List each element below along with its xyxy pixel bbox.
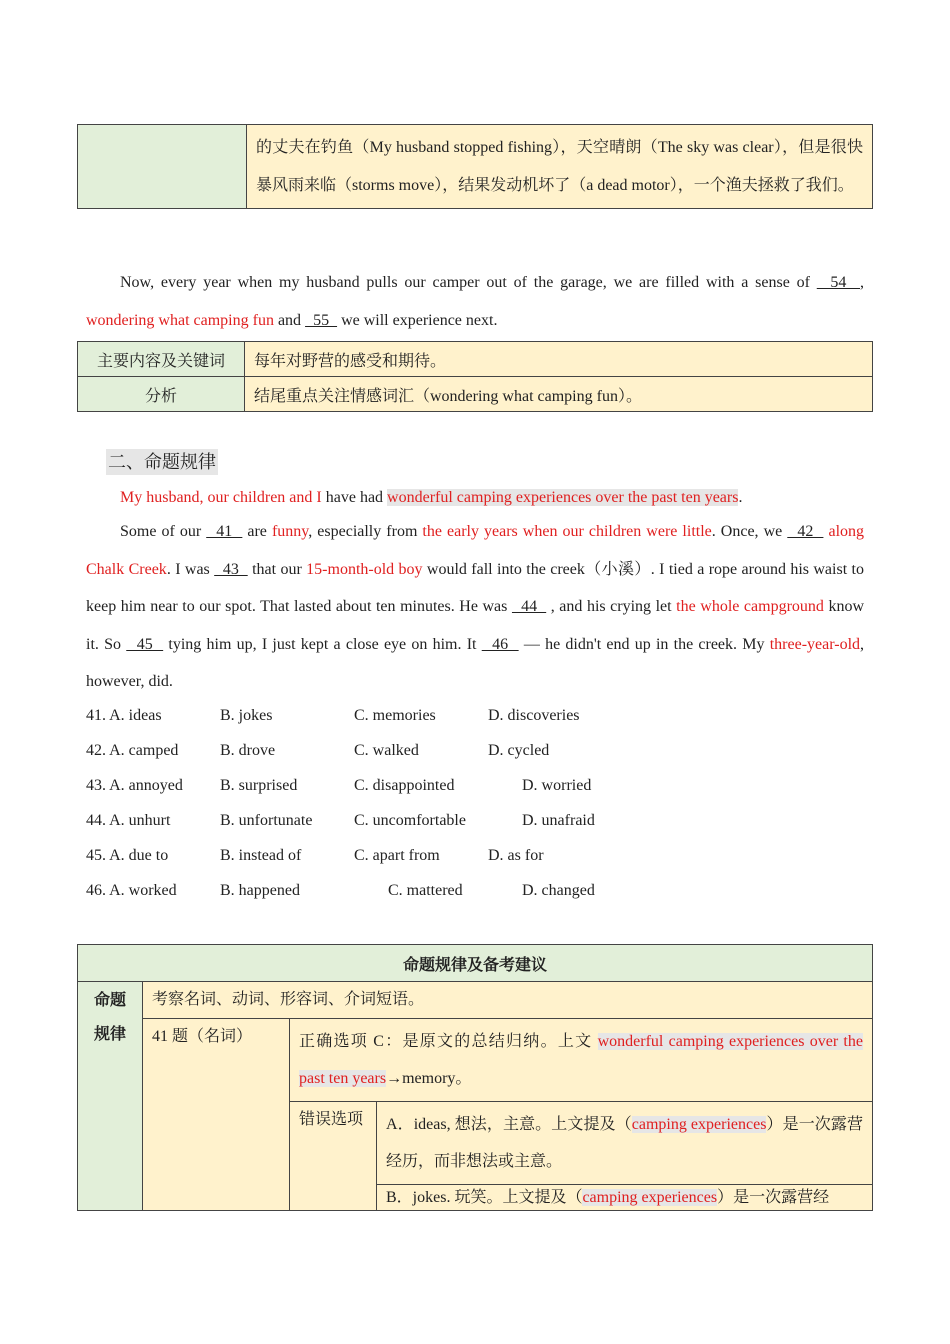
- option-45-a: 45. A. due to: [86, 847, 169, 864]
- key-phrase: My husband, our children and I: [120, 489, 322, 506]
- paragraph-text: Now, every year when my husband pulls our camper out of the garage, we are filled with a sense of: [120, 274, 817, 291]
- paragraph-text: . Once, we: [711, 523, 788, 540]
- explanation-text: 正确选项 C：是原文的总结归纳。上文: [299, 1033, 598, 1050]
- question-41-label: 41 题（名词）: [143, 1019, 290, 1211]
- key-phrase-highlighted: camping experiences: [582, 1189, 718, 1206]
- rule-summary: 考察名词、动词、形容词、介词短语。: [143, 982, 873, 1019]
- blank-44: 44: [511, 598, 547, 615]
- paragraph-text: and: [273, 311, 306, 329]
- paragraph-text: . I was: [166, 560, 215, 578]
- paragraph-text: are: [242, 523, 272, 540]
- option-41-b: B. jokes: [220, 707, 273, 724]
- paragraph-text: Some of our: [120, 523, 207, 540]
- option-46-d: D. changed: [522, 882, 595, 899]
- rule-label-line: 规律: [93, 1026, 126, 1043]
- table-row: [78, 342, 873, 377]
- option-43-b: B. surprised: [220, 777, 298, 794]
- explanation-text: ）是一次露营经历，而非想法或主意。: [386, 1116, 863, 1170]
- option-46-b: B. happened: [220, 882, 300, 899]
- paragraph-text: ,: [860, 274, 864, 291]
- option-41-d: D. discoveries: [488, 707, 580, 724]
- option-44-d: D. unafraid: [522, 812, 595, 829]
- rule-label: [78, 982, 143, 1211]
- paragraph-text: — he didn't end up in the creek. My: [518, 635, 770, 653]
- option-41-a: 41. A. ideas: [86, 707, 162, 724]
- row-label: 主要内容及关键词: [78, 342, 245, 377]
- table-label-cell: [78, 125, 247, 209]
- wrong-option-a-explanation: [377, 1102, 873, 1185]
- row-value: 每年对野营的感受和期待。: [245, 342, 873, 377]
- option-44-c: C. uncomfortable: [354, 812, 466, 829]
- key-phrase: funny: [271, 523, 309, 540]
- paragraph-text: , and his crying let: [546, 598, 677, 615]
- paragraph-text: that our: [247, 560, 307, 578]
- wrong-option-b-explanation: [377, 1185, 873, 1211]
- passage-paragraph-intro: [86, 479, 864, 517]
- option-42-c: C. walked: [354, 742, 419, 759]
- passage-paragraph-ending: [86, 264, 864, 339]
- option-45-c: C. apart from: [354, 847, 440, 864]
- table-content-cell: 的丈夫在钓鱼（My husband stopped fishing），天空晴朗（The sky was clear），但是很快暴风雨来临（storms move），结果发动机坏了（a dead motor），一个渔夫拯救了我们。: [247, 125, 873, 209]
- option-43-a: 43. A. annoyed: [86, 777, 183, 794]
- paragraph-text: know it. So: [86, 598, 865, 653]
- analysis-table: [77, 341, 873, 412]
- key-phrase-highlighted: wonderful camping experiences over the past ten years: [387, 489, 739, 506]
- rules-table-title: 命题规律及备考建议: [78, 945, 873, 982]
- paragraph-text: tying him up, I just kept a close eye on him. It: [163, 635, 482, 653]
- key-phrase: the early years when our children were little: [422, 523, 712, 540]
- key-phrase-highlighted: wonderful camping experiences over the past ten years: [299, 1033, 863, 1087]
- key-phrase: 15-month-old boy: [306, 560, 423, 578]
- table-row: [78, 377, 873, 412]
- option-45-d: D. as for: [488, 847, 544, 864]
- option-46-c: C. mattered: [388, 882, 463, 899]
- blank-41: 41: [206, 523, 243, 540]
- key-phrase: the whole campground: [676, 598, 824, 615]
- blank-45: 45: [126, 635, 164, 653]
- row-value: 结尾重点关注情感词汇（wondering what camping fun）。: [245, 377, 873, 412]
- paragraph-text: have had: [321, 489, 388, 506]
- key-phrase: wondering what camping fun: [86, 311, 274, 329]
- explanation-text: B．jokes. 玩笑。上文提及（: [386, 1189, 583, 1206]
- explanation-text: A．ideas, 想法，主意。上文提及（: [386, 1116, 632, 1133]
- option-46-a: 46. A. worked: [86, 882, 177, 899]
- blank-43: 43: [214, 560, 248, 578]
- option-42-b: B. drove: [220, 742, 276, 759]
- paragraph-text: , however, did.: [86, 635, 865, 690]
- option-43-c: C. disappointed: [354, 777, 455, 794]
- option-42-a: 42. A. camped: [86, 742, 179, 759]
- option-43-d: D. worried: [522, 777, 592, 794]
- paragraph-text: , especially from: [308, 523, 423, 540]
- blank-55: 55: [305, 311, 338, 329]
- rules-table: [77, 944, 873, 1211]
- option-44-a: 44. A. unhurt: [86, 812, 171, 829]
- section-title: 二、命题规律: [106, 449, 218, 475]
- explanation-text: ）是一次露营经: [717, 1189, 830, 1206]
- row-label: 分析: [78, 377, 245, 412]
- paragraph-text: .: [738, 489, 743, 506]
- option-42-d: D. cycled: [488, 742, 550, 759]
- key-phrase-highlighted: camping experiences: [631, 1116, 767, 1133]
- option-44-b: B. unfortunate: [220, 812, 313, 829]
- blank-42: 42: [787, 523, 824, 540]
- blank-54: 54: [816, 274, 860, 291]
- passage-paragraph-main: [86, 513, 864, 701]
- option-45-b: B. instead of: [220, 847, 302, 864]
- story-summary-table: [77, 124, 873, 209]
- explanation-text: →memory。: [386, 1070, 472, 1087]
- correct-option-explanation: [290, 1019, 873, 1102]
- key-phrase: along Chalk Creek: [86, 523, 865, 578]
- paragraph-text: we will experience next.: [337, 311, 498, 329]
- rule-label-line: 命题: [93, 992, 126, 1009]
- key-phrase: three-year-old: [769, 635, 861, 653]
- blank-46: 46: [481, 635, 519, 653]
- paragraph-text: would fall into the creek（小溪）. I tied a rope around his waist to keep him near to our spot. That lasted about ten minutes. He was: [86, 560, 864, 615]
- wrong-options-label: 错误选项: [290, 1102, 377, 1211]
- option-41-c: C. memories: [354, 707, 436, 724]
